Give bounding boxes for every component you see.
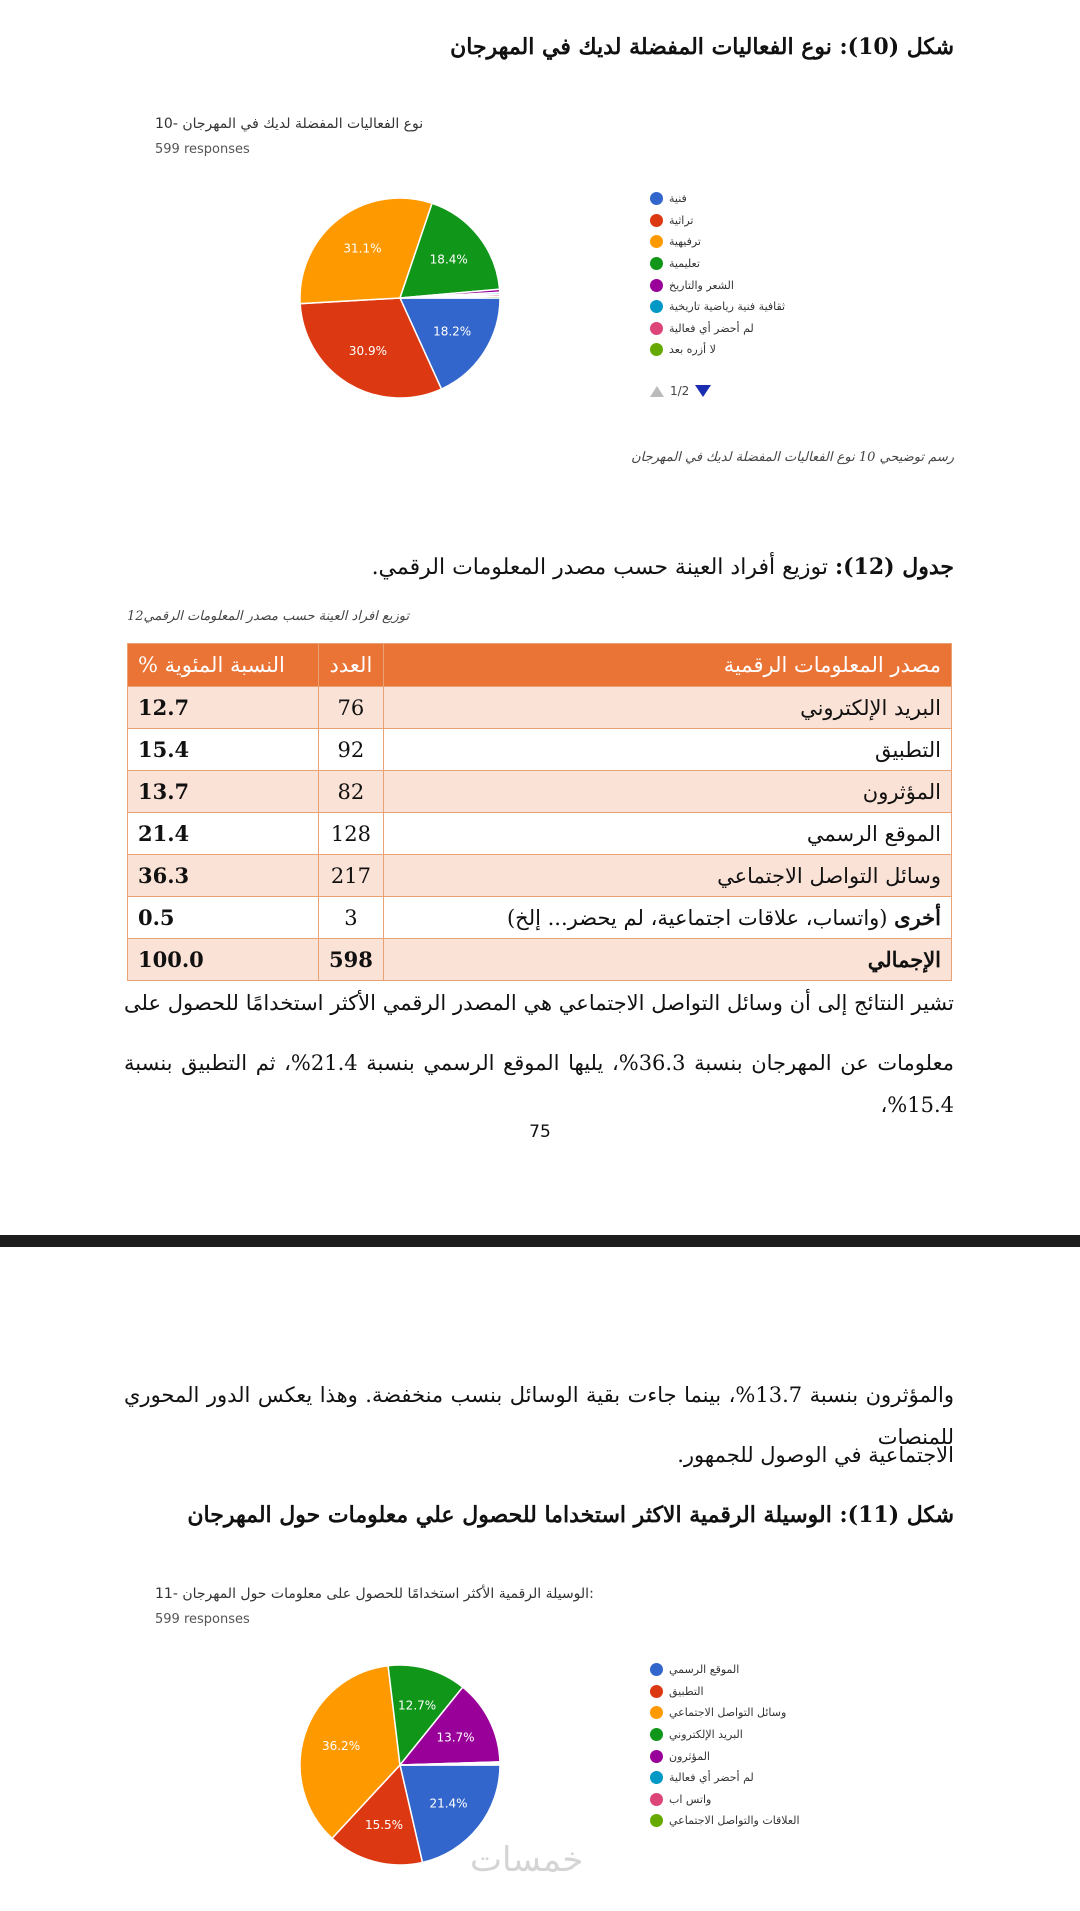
cell-total-pct: 100.0 <box>128 939 319 981</box>
table-row <box>128 897 952 939</box>
cell-source: الموقع الرسمي <box>383 813 951 855</box>
legend-item <box>650 296 850 318</box>
table-row <box>128 729 952 771</box>
legend-swatch <box>650 1685 663 1698</box>
pie-data-label: 13.7% <box>436 1730 475 1745</box>
legend-label: ترفيهية <box>669 235 701 249</box>
cell-count: 76 <box>319 687 384 729</box>
legend-item <box>650 339 850 361</box>
pie-data-label: 12.7% <box>398 1698 437 1713</box>
table-row <box>128 855 952 897</box>
prev-page-icon[interactable] <box>650 386 664 397</box>
figure11-heading: شكل (11): الوسيلة الرقمية الاكثر استخداما للحصول علي معلومات حول المهرجان <box>187 1502 954 1528</box>
page-number: 75 <box>529 1122 551 1142</box>
cell-source: وسائل التواصل الاجتماعي <box>383 855 951 897</box>
legend-item <box>650 1810 870 1832</box>
legend-item <box>650 188 850 210</box>
table-header-row <box>128 644 952 687</box>
table12-caption: توزيع افراد العينة حسب مصدر المعلومات الرقمي12 <box>127 609 410 624</box>
legend-item <box>650 1767 870 1789</box>
pagination-label: 1/2 <box>670 384 690 398</box>
watermark-text: خمسات <box>470 1840 584 1880</box>
figure11-responses: 599 responses <box>155 1612 250 1627</box>
pie-data-label: 15.5% <box>364 1817 404 1832</box>
legend-label: الشعر والتاريخ <box>669 278 734 292</box>
next-page-icon[interactable] <box>695 385 711 397</box>
col-header-count: العدد <box>319 644 384 687</box>
cell-count: 217 <box>319 855 384 897</box>
legend-swatch <box>650 322 663 335</box>
legend-item <box>650 1724 870 1746</box>
cell-source: التطبيق <box>383 729 951 771</box>
table-row <box>128 771 952 813</box>
legend-label: الموقع الرسمي <box>669 1663 740 1677</box>
legend-swatch <box>650 192 663 205</box>
page-divider <box>0 1235 1080 1247</box>
legend-label: البريد الإلكتروني <box>669 1728 743 1742</box>
figure10-caption: رسم توضيحي 10 نوع الفعاليات المفضلة لديك في المهرجان <box>631 450 954 465</box>
pie-data-label: 18.4% <box>429 252 468 267</box>
legend-label: التطبيق <box>669 1684 704 1698</box>
pie-data-label: 31.1% <box>343 241 382 256</box>
cell-pct: 36.3 <box>128 855 319 897</box>
legend-label: فنية <box>669 192 687 206</box>
pie-chart-10 <box>290 188 510 408</box>
table12-heading-label: جدول (12): <box>835 554 954 580</box>
paragraph1-line1: تشير النتائج إلى أن وسائل التواصل الاجتماعي هي المصدر الرقمي الأكثر استخدامًا للحصول على <box>124 991 954 1015</box>
pie-pagination[interactable] <box>650 384 711 398</box>
table-row <box>128 813 952 855</box>
pie-legend-10 <box>650 188 850 361</box>
legend-item <box>650 1789 870 1811</box>
cell-source: البريد الإلكتروني <box>383 687 951 729</box>
cell-count: 82 <box>319 771 384 813</box>
legend-swatch <box>650 235 663 248</box>
cell-pct: 15.4 <box>128 729 319 771</box>
cell-pct: 12.7 <box>128 687 319 729</box>
paragraph2-line2: الاجتماعية في الوصول للجمهور. <box>677 1443 954 1467</box>
legend-swatch <box>650 300 663 313</box>
legend-swatch <box>650 214 663 227</box>
legend-swatch <box>650 1706 663 1719</box>
cell-source: المؤثرون <box>383 771 951 813</box>
table-row <box>128 687 952 729</box>
figure10-heading: شكل (10): نوع الفعاليات المفضلة لديك في المهرجان <box>450 34 954 60</box>
legend-item <box>650 1702 870 1724</box>
legend-item <box>650 1681 870 1703</box>
figure10-responses: 599 responses <box>155 142 250 157</box>
pie-data-label: 18.2% <box>433 324 472 339</box>
legend-label: ثقافية فنية رياضية تاريخية <box>669 300 786 314</box>
figure10-chart-title: نوع الفعاليات المفضلة لديك في المهرجان -10 <box>155 116 424 132</box>
legend-item <box>650 274 850 296</box>
cell-source <box>383 897 951 939</box>
legend-swatch <box>650 1750 663 1763</box>
legend-label: لم أحضر أي فعالية <box>669 1771 754 1785</box>
legend-item <box>650 1745 870 1767</box>
legend-swatch <box>650 1728 663 1741</box>
legend-swatch <box>650 1771 663 1784</box>
legend-label: لم أحضر أي فعالية <box>669 321 754 335</box>
legend-label: وسائل التواصل الاجتماعي <box>669 1706 787 1720</box>
legend-swatch <box>650 257 663 270</box>
legend-label: تراثية <box>669 213 694 227</box>
legend-swatch <box>650 1663 663 1676</box>
cell-pct: 13.7 <box>128 771 319 813</box>
cell-pct: 21.4 <box>128 813 319 855</box>
cell-count: 128 <box>319 813 384 855</box>
paragraph2-line1: والمؤثرون بنسبة 13.7%، بينما جاءت بقية الوسائل بنسب منخفضة. وهذا يعكس الدور المحوري للمنصات <box>124 1383 954 1449</box>
cell-source-bold: أخرى <box>894 905 941 930</box>
col-header-pct: النسبة المئوية % <box>128 644 319 687</box>
table-total-row <box>128 939 952 981</box>
table12 <box>127 643 952 981</box>
legend-item <box>650 1659 870 1681</box>
cell-count: 92 <box>319 729 384 771</box>
legend-label: تعليمية <box>669 257 700 271</box>
cell-total-count: 598 <box>319 939 384 981</box>
legend-item <box>650 231 850 253</box>
figure11-chart-title: 11- الوسيلة الرقمية الأكثر استخدامًا للحصول على معلومات حول المهرجان: <box>155 1586 594 1602</box>
legend-label: العلاقات والتواصل الاجتماعي <box>669 1814 800 1828</box>
pie-data-label: 30.9% <box>348 344 388 359</box>
cell-pct: 0.5 <box>128 897 319 939</box>
cell-total-label: الإجمالي <box>383 939 951 981</box>
legend-item <box>650 253 850 275</box>
legend-label: لا أزره بعد <box>669 343 716 357</box>
pie-legend-11 <box>650 1659 870 1832</box>
legend-swatch <box>650 1793 663 1806</box>
legend-swatch <box>650 279 663 292</box>
legend-item <box>650 318 850 340</box>
pie-data-label: 36.2% <box>321 1738 361 1753</box>
legend-swatch <box>650 343 663 356</box>
legend-label: واتس اب <box>669 1792 712 1806</box>
legend-swatch <box>650 1814 663 1827</box>
pie-data-label: 21.4% <box>429 1796 468 1811</box>
table12-heading-text: توزيع أفراد العينة حسب مصدر المعلومات الرقمي. <box>371 555 836 580</box>
cell-count: 3 <box>319 897 384 939</box>
legend-label: المؤثرون <box>669 1749 710 1763</box>
cell-source-rest: (واتساب، علاقات اجتماعية، لم يحضر... إلخ) <box>506 906 895 930</box>
legend-item <box>650 210 850 232</box>
col-header-source: مصدر المعلومات الرقمية <box>383 644 951 687</box>
pie-slice-8 <box>400 1764 500 1765</box>
table12-heading <box>372 554 954 580</box>
paragraph1-line2: معلومات عن المهرجان بنسبة 36.3%، يليها الموقع الرسمي بنسبة 21.4%، ثم التطبيق بنسبة 15.4%، <box>124 1051 954 1117</box>
